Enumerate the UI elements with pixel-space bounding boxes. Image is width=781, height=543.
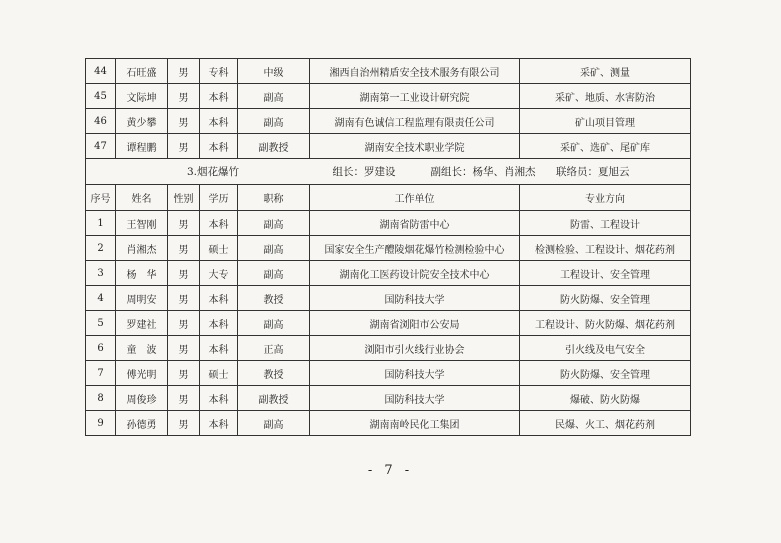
cell-title: 副教授 [238,134,310,159]
cell-field: 防火防爆、安全管理 [520,286,691,311]
cell-edu: 本科 [200,109,238,134]
cell-name: 石旺盛 [116,59,168,84]
cell-name: 周俊珍 [116,386,168,411]
cell-edu: 本科 [200,84,238,109]
cell-edu: 本科 [200,286,238,311]
cell-name: 周明安 [116,286,168,311]
cell-no: 9 [86,411,116,436]
cell-gender: 男 [168,109,200,134]
cell-field: 引火线及电气安全 [520,336,691,361]
cell-field: 工程设计、防火防爆、烟花药剂 [520,311,691,336]
cell-title: 副高 [238,311,310,336]
section-contact: 联络员：夏旭云 [556,166,630,178]
cell-gender: 男 [168,236,200,261]
cell-gender: 男 [168,361,200,386]
expert-table [85,58,691,436]
table-row [86,286,691,311]
cell-unit: 浏阳市引火线行业协会 [310,336,520,361]
cell-field: 民爆、火工、烟花药剂 [520,411,691,436]
top-rows [86,59,691,159]
cell-no: 47 [86,134,116,159]
cell-title: 正高 [238,336,310,361]
cell-name: 谭程鹏 [116,134,168,159]
cell-gender: 男 [168,261,200,286]
section-title: 3.烟花爆竹 [186,166,240,178]
cell-title: 教授 [238,286,310,311]
cell-edu: 本科 [200,134,238,159]
cell-name: 童 波 [116,336,168,361]
cell-title: 中级 [238,59,310,84]
cell-name: 肖湘杰 [116,236,168,261]
cell-name: 王智刚 [116,211,168,236]
cell-name: 杨 华 [116,261,168,286]
main-rows [86,211,691,436]
cell-unit: 国防科技大学 [310,386,520,411]
header-title: 职称 [238,185,310,211]
cell-edu: 本科 [200,411,238,436]
table-row [86,261,691,286]
table-row [86,134,691,159]
cell-edu: 本科 [200,386,238,411]
table-row [86,109,691,134]
cell-field: 防雷、工程设计 [520,211,691,236]
cell-unit: 湘西自治州精盾安全技术服务有限公司 [310,59,520,84]
cell-edu: 硕士 [200,236,238,261]
cell-gender: 男 [168,336,200,361]
cell-no: 5 [86,311,116,336]
cell-gender: 男 [168,386,200,411]
cell-no: 2 [86,236,116,261]
cell-title: 副高 [238,211,310,236]
cell-unit: 湖南省防雷中心 [310,211,520,236]
cell-field: 检测检验、工程设计、烟花药剂 [520,236,691,261]
cell-gender: 男 [168,84,200,109]
cell-unit: 国防科技大学 [310,286,520,311]
cell-unit: 湖南有色诚信工程监理有限责任公司 [310,109,520,134]
cell-edu: 硕士 [200,361,238,386]
table-row [86,336,691,361]
table-row [86,411,691,436]
cell-unit: 湖南第一工业设计研究院 [310,84,520,109]
section-leader: 组长：罗建设 [332,166,396,178]
cell-edu: 本科 [200,211,238,236]
cell-unit: 国防科技大学 [310,361,520,386]
cell-field: 采矿、选矿、尾矿库 [520,134,691,159]
cell-no: 45 [86,84,116,109]
cell-title: 副高 [238,84,310,109]
cell-gender: 男 [168,311,200,336]
cell-gender: 男 [168,411,200,436]
cell-no: 46 [86,109,116,134]
cell-unit: 湖南省浏阳市公安局 [310,311,520,336]
cell-unit: 湖南南岭民化工集团 [310,411,520,436]
cell-no: 3 [86,261,116,286]
table-row [86,236,691,261]
cell-name: 文际坤 [116,84,168,109]
cell-edu: 专科 [200,59,238,84]
header-name: 姓名 [116,185,168,211]
cell-name: 傅光明 [116,361,168,386]
cell-no: 8 [86,386,116,411]
header-no: 序号 [86,185,116,211]
cell-gender: 男 [168,211,200,236]
table-row [86,211,691,236]
cell-field: 采矿、地质、水害防治 [520,84,691,109]
table-header [86,185,691,211]
cell-name: 孙德勇 [116,411,168,436]
cell-no: 7 [86,361,116,386]
header-field: 专业方向 [520,185,691,211]
cell-edu: 大专 [200,261,238,286]
cell-title: 副高 [238,261,310,286]
cell-field: 爆破、防火防爆 [520,386,691,411]
cell-gender: 男 [168,134,200,159]
cell-no: 4 [86,286,116,311]
header-unit: 工作单位 [310,185,520,211]
header-edu: 学历 [200,185,238,211]
cell-title: 副高 [238,109,310,134]
cell-no: 1 [86,211,116,236]
page-number: - 7 - [367,463,414,478]
cell-unit: 湖南安全技术职业学院 [310,134,520,159]
cell-title: 副高 [238,411,310,436]
table-row [86,311,691,336]
cell-title: 副高 [238,236,310,261]
cell-field: 防火防爆、安全管理 [520,361,691,386]
cell-unit: 湖南化工医药设计院安全技术中心 [310,261,520,286]
cell-gender: 男 [168,59,200,84]
cell-field: 采矿、测量 [520,59,691,84]
table-row [86,59,691,84]
section-deputy: 副组长：杨华、肖湘杰 [430,166,536,178]
cell-no: 6 [86,336,116,361]
cell-field: 工程设计、安全管理 [520,261,691,286]
cell-title: 副教授 [238,386,310,411]
cell-name: 黄少攀 [116,109,168,134]
cell-name: 罗建社 [116,311,168,336]
cell-no: 44 [86,59,116,84]
cell-unit: 国家安全生产醴陵烟花爆竹检测检验中心 [310,236,520,261]
cell-edu: 本科 [200,311,238,336]
table-row [86,386,691,411]
header-gender: 性别 [168,185,200,211]
cell-title: 教授 [238,361,310,386]
cell-gender: 男 [168,286,200,311]
cell-edu: 本科 [200,336,238,361]
cell-field: 矿山项目管理 [520,109,691,134]
table-row [86,361,691,386]
expert-list-sheet [85,58,690,436]
table-row [86,84,691,109]
section-caption [86,159,691,185]
